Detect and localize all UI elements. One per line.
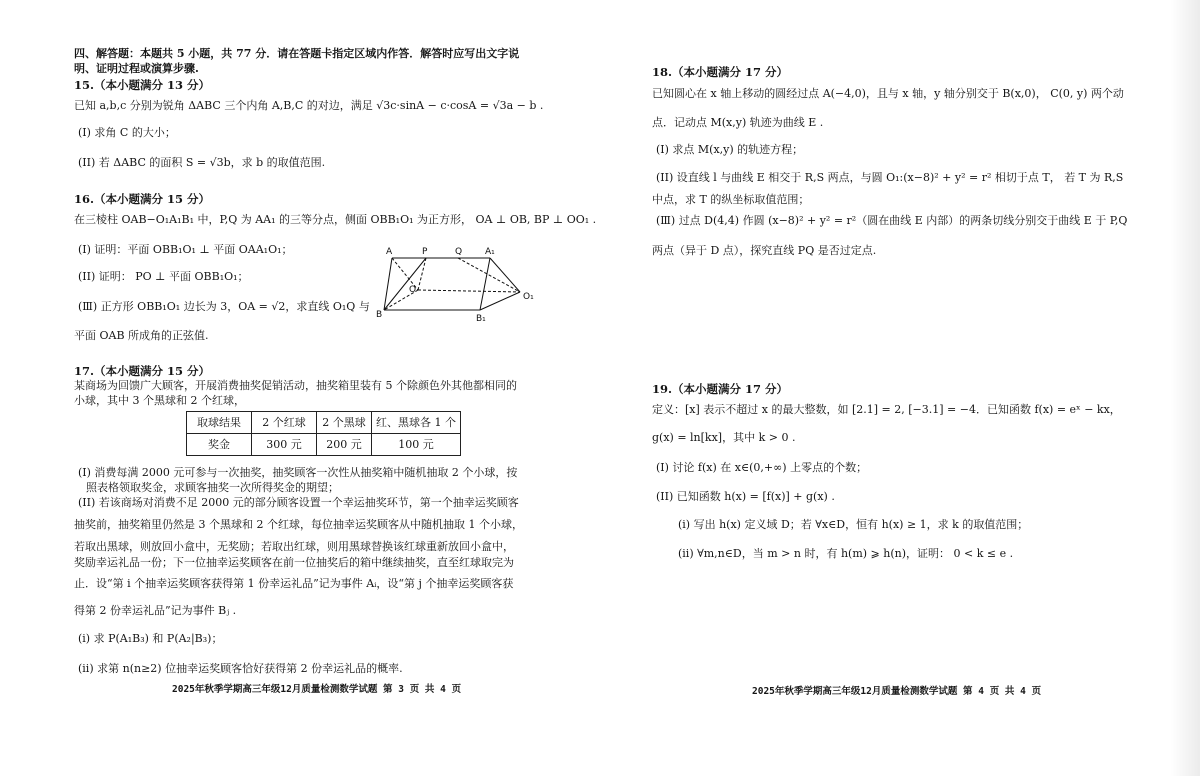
problem-19-part-1: (I) 讨论 f(x) 在 x∈(0,+∞) 上零点的个数； (656, 461, 868, 474)
page-footer-right: 2025年秋季学期高三年级12月质量检测数学试题 第 4 页 共 4 页 (752, 686, 1042, 697)
problem-16-part-3: (Ⅲ) 正方形 OBB₁O₁ 边长为 3，OA = √2，求直线 O₁Q 与 (78, 300, 370, 313)
problem-18-part-3: (Ⅲ) 过点 D(4,4) 作圆 (x−8)² + y² = r²（圆在曲线 E 内部）的两条切线分别交于曲线 E 于 P,Q (656, 214, 1128, 227)
edge-a1-o1 (490, 258, 520, 292)
problem-18-header: 18.（本小题满分 17 分） (652, 65, 789, 79)
problem-15-part-2: (II) 若 ΔABC 的面积 S = √3b，求 b 的取值范围. (78, 156, 326, 169)
table-cell: 2 个黑球 (317, 412, 372, 434)
problem-19-part-2: (II) 已知函数 h(x) = [f(x)] + g(x) . (656, 490, 835, 503)
problem-16-part-2: (II) 证明： PO ⊥ 平面 OBB₁O₁； (78, 270, 249, 283)
table-cell: 200 元 (317, 434, 372, 456)
edge-b1-o1 (480, 292, 520, 310)
label-o: O (409, 285, 417, 295)
problem-18-part-2-continued: 中点，求 T 的纵坐标取值范围； (652, 193, 810, 206)
table-cell: 取球结果 (187, 412, 252, 434)
section-title: 四、解答题：本题共 5 小题，共 77 分．请在答题卡指定区域内作答．解答时应写出文字说 (74, 47, 520, 60)
edge-o-o1 (418, 290, 520, 292)
problem-17-part-1-continued: 照表格领取奖金，求顾客抽奖一次所得奖金的期望； (86, 481, 339, 494)
table-cell: 100 元 (372, 434, 461, 456)
prize-table (186, 411, 461, 456)
table-cell: 300 元 (252, 434, 317, 456)
label-b1: B₁ (476, 314, 486, 324)
problem-17-part-1: (I) 消费每满 2000 元可参与一次抽奖，抽奖顾客一次性从抽奖箱中随机抽取 2 个小球，按 (78, 466, 518, 479)
problem-16-header: 16.（本小题满分 15 分） (74, 192, 211, 206)
problem-15-header: 15.（本小题满分 13 分） (74, 78, 211, 92)
problem-17-part-2-line-5: 止．设“第 i 个抽幸运奖顾客获得第 1 份幸运礼品”记为事件 Aᵢ，设“第 j 个抽幸运奖顾客获 (74, 577, 514, 590)
prism-figure (374, 242, 546, 324)
problem-17-sub-i: (i) 求 P(A₁B₃) 和 P(A₂|B₃)； (78, 632, 223, 645)
problem-16-stem: 在三棱柱 OAB−O₁A₁B₁ 中，P,Q 为 AA₁ 的三等分点，侧面 OBB₁O₁ 为正方形， OA ⊥ OB, BP ⊥ OO₁ . (74, 213, 597, 226)
problem-15-part-1: (I) 求角 C 的大小； (78, 126, 176, 139)
table-cell: 奖金 (187, 434, 252, 456)
problem-15-stem: 已知 a,b,c 分别为锐角 ΔABC 三个内角 A,B,C 的对边，满足 √3c·sinA − c·cosA = √3a − b . (74, 99, 544, 112)
problem-18-part-3-continued: 两点（异于 D 点），探究直线 PQ 是否过定点. (652, 244, 877, 257)
problem-19-sub-ii: (ii) ∀m,n∈D，当 m > n 时，有 h(m) ⩾ h(n)，证明： 0 < k ≤ e . (678, 547, 1014, 560)
label-q: Q (455, 247, 463, 257)
table-cell: 红、黑球各 1 个 (372, 412, 461, 434)
problem-17-stem: 某商场为回馈广大顾客，开展消费抽奖促销活动，抽奖箱里装有 5 个除颜色外其他都相同的 (74, 379, 517, 392)
label-b: B (376, 310, 383, 320)
page-footer-left: 2025年秋季学期高三年级12月质量检测数学试题 第 3 页 共 4 页 (172, 684, 462, 695)
label-p: P (422, 247, 428, 257)
label-o1: O₁ (523, 292, 534, 302)
problem-17-part-2-line-4: 奖励幸运礼品一份；下一位抽幸运奖顾客在前一位抽奖后的箱中继续抽奖，直至红球取完为 (74, 556, 514, 569)
problem-17-part-2-line-6: 得第 2 份幸运礼品”记为事件 Bⱼ . (74, 604, 237, 617)
problem-16-part-3-continued: 平面 OAB 所成角的正弦值. (74, 329, 209, 342)
problem-18-part-2: (II) 设直线 l 与曲线 E 相交于 R,S 两点，与圆 O₁:(x−8)² + y² = r² 相切于点 T， 若 T 为 R,S (656, 171, 1124, 184)
label-a1: A₁ (485, 247, 495, 257)
problem-17-stem-continued: 小球，其中 3 个黑球和 2 个红球， (74, 394, 245, 407)
problem-18-stem-continued: 点．记动点 M(x,y) 轨迹为曲线 E . (652, 116, 824, 129)
scan-edge-shadow (1170, 0, 1200, 776)
problem-19-definition: 定义：[x] 表示不超过 x 的最大整数，如 [2.1] = 2, [−3.1] = −4．已知函数 f(x) = eˣ − kx， (652, 403, 1121, 416)
problem-17-sub-ii: (ii) 求第 n(n≥2) 位抽幸运奖顾客恰好获得第 2 份幸运礼品的概率. (78, 662, 403, 675)
problem-16-part-1: (I) 证明：平面 OBB₁O₁ ⊥ 平面 OAA₁O₁； (78, 243, 293, 256)
problem-17-part-2-line-3: 若取出黑球，则放回小盒中，无奖励；若取出红球，则用黑球替换该红球重新放回小盒中， (74, 540, 514, 553)
right-exam-page (600, 0, 1200, 776)
edge-a1-b1 (480, 258, 490, 310)
problem-18-part-1: (I) 求点 M(x,y) 的轨迹方程； (656, 143, 804, 156)
problem-19-definition-continued: g(x) = ln[kx]，其中 k > 0 . (652, 431, 796, 444)
table-cell: 2 个红球 (252, 412, 317, 434)
problem-19-sub-i: (i) 写出 h(x) 定义域 D；若 ∀x∈D，恒有 h(x) ≥ 1，求 k 的取值范围； (678, 518, 1029, 531)
table-row (187, 434, 461, 456)
problem-17-part-2: (II) 若该商场对消费不足 2000 元的部分顾客设置一个幸运抽奖环节，第一个抽幸运奖顾客 (78, 496, 519, 509)
problem-19-header: 19.（本小题满分 17 分） (652, 382, 789, 396)
problem-18-stem: 已知圆心在 x 轴上移动的圆经过点 A(−4,0)，且与 x 轴，y 轴分别交于 B(x,0)， C(0, y) 两个动 (652, 87, 1124, 100)
section-title-continued: 明、证明过程或演算步骤. (74, 62, 199, 75)
table-row (187, 412, 461, 434)
problem-17-header: 17.（本小题满分 15 分） (74, 364, 211, 378)
problem-17-part-2-line-2: 抽奖前，抽奖箱里仍然是 3 个黑球和 2 个红球，每位抽幸运奖顾客从中随机抽取 1 个小球， (74, 518, 523, 531)
label-a: A (386, 247, 393, 257)
